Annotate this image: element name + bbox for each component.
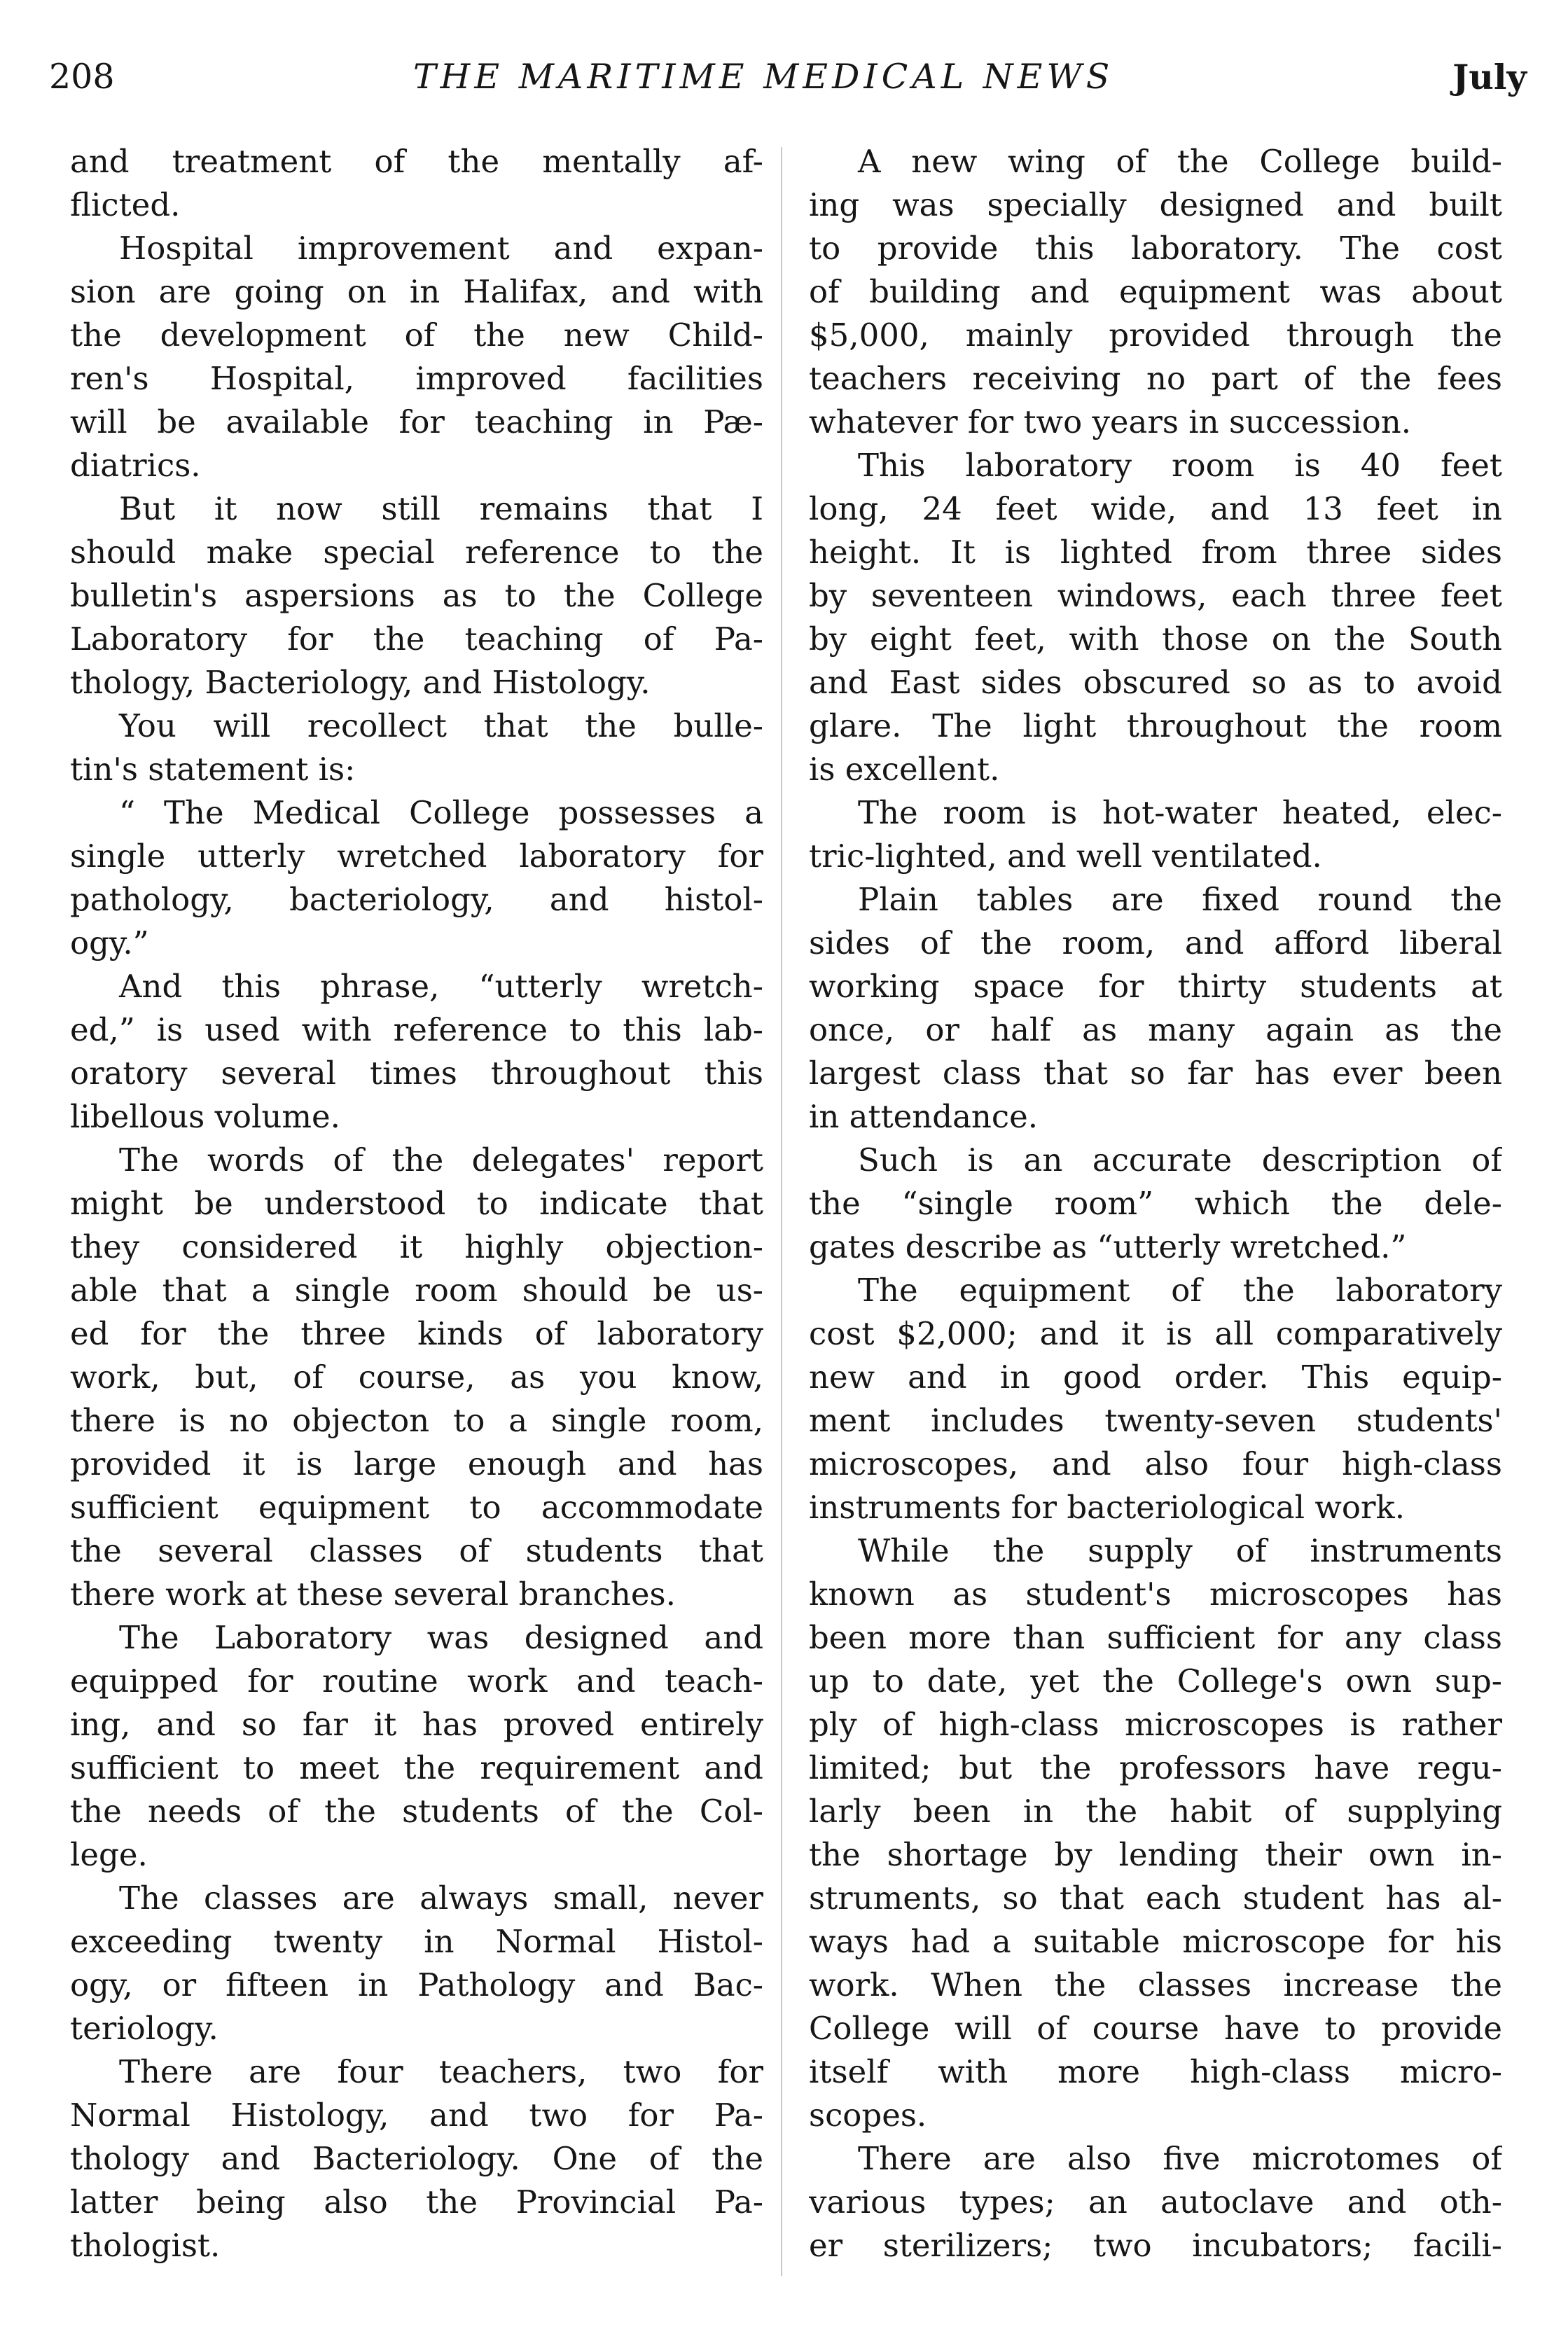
text-line: Laboratory for the teaching of Pa- (70, 620, 763, 658)
text-line: But it now still remains that I (119, 490, 763, 527)
text-line: working space for thirty students at (809, 968, 1502, 1005)
text-line: to provide this laboratory. The cost (809, 230, 1502, 267)
text-line: ing was specially designed and built (809, 186, 1502, 223)
text-line: bulletin's aspersions as to the College (70, 577, 763, 614)
text-line: whatever for two years in succession. (809, 403, 1412, 440)
text-line: there is no objecton to a single room, (70, 1402, 763, 1439)
text-line: the development of the new Child- (70, 317, 763, 354)
text-line: the shortage by lending their own in- (809, 1836, 1502, 1873)
text-line: A new wing of the College build- (858, 143, 1502, 180)
text-line: Normal Histology, and two for Pa- (70, 2097, 763, 2134)
text-line: scopes. (809, 2097, 927, 2134)
text-line: teriology. (70, 2010, 218, 2047)
text-line: The words of the delegates' report (119, 1141, 763, 1179)
text-line: The room is hot-water heated, elec- (858, 794, 1502, 831)
text-line: larly been in the habit of supplying (809, 1793, 1502, 1830)
text-line: libellous volume. (70, 1098, 340, 1135)
text-line: once, or half as many again as the (809, 1011, 1502, 1048)
text-line: thology, Bacteriology, and Histology. (70, 664, 651, 701)
text-line: Plain tables are fixed round the (858, 881, 1502, 918)
text-line: up to date, yet the College's own sup- (809, 1662, 1502, 1700)
text-line: College will of course have to provide (809, 2010, 1502, 2047)
text-line: ogy.” (70, 924, 149, 961)
text-line: ment includes twenty-seven students' (809, 1402, 1502, 1439)
text-line: “ The Medical College possesses a (119, 794, 763, 831)
text-line: gates describe as “utterly wretched.” (809, 1228, 1407, 1265)
text-line: ed for the three kinds of laboratory (70, 1315, 763, 1352)
page-number: 208 (49, 57, 115, 97)
text-line: oratory several times throughout this (70, 1055, 763, 1092)
text-line: thology and Bacteriology. One of the (70, 2140, 763, 2177)
text-line: microscopes, and also four high-class (809, 1445, 1502, 1482)
text-line: ing, and so far it has proved entirely (70, 1706, 763, 1743)
text-line: tin's statement is: (70, 751, 356, 788)
text-line: there work at these several branches. (70, 1576, 676, 1613)
text-line: exceeding twenty in Normal Histol- (70, 1923, 763, 1960)
text-line: tric-lighted, and well ventilated. (809, 838, 1322, 875)
text-line: sion are going on in Halifax, and with (70, 273, 763, 310)
text-line: sides of the room, and afford liberal (809, 924, 1502, 961)
text-line: by eight feet, with those on the South (809, 620, 1502, 658)
text-line: in attendance. (809, 1098, 1039, 1135)
text-line: There are four teachers, two for (119, 2053, 763, 2090)
text-line: work. When the classes increase the (809, 1966, 1502, 2003)
text-line: latter being also the Provincial Pa- (70, 2183, 763, 2221)
text-line: might be understood to indicate that (70, 1185, 763, 1222)
text-line: new and in good order. This equip- (809, 1359, 1502, 1396)
text-line: work, but, of course, as you know, (70, 1359, 763, 1396)
text-line: You will recollect that the bulle- (119, 707, 763, 744)
text-line: known as student's microscopes has (809, 1576, 1502, 1613)
text-line: limited; but the professors have regu- (809, 1749, 1502, 1786)
text-line: While the supply of instruments (858, 1532, 1502, 1569)
text-line: height. It is lighted from three sides (809, 534, 1502, 571)
text-line: and treatment of the mentally af- (70, 143, 763, 180)
text-line: teachers receiving no part of the fees (809, 360, 1502, 397)
text-line: instruments for bacteriological work. (809, 1489, 1406, 1526)
text-line: glare. The light throughout the room (809, 707, 1502, 744)
text-line: ed,” is used with reference to this lab- (70, 1011, 763, 1048)
text-line: flicted. (70, 186, 181, 223)
text-line: the several classes of students that (70, 1532, 763, 1569)
text-line: ply of high-class microscopes is rather (809, 1706, 1502, 1743)
right-column (809, 140, 1502, 2267)
text-line: cost $2,000; and it is all comparatively (809, 1315, 1502, 1352)
text-line: $5,000, mainly provided through the (809, 317, 1502, 354)
text-line: The equipment of the laboratory (858, 1272, 1502, 1309)
text-line: various types; an autoclave and oth- (809, 2183, 1502, 2221)
text-line: Hospital improvement and expan- (119, 230, 763, 267)
text-line: lege. (70, 1836, 148, 1873)
text-line: ways had a suitable microscope for his (809, 1923, 1502, 1960)
text-line: The classes are always small, never (119, 1880, 763, 1917)
text-line: pathology, bacteriology, and histol- (70, 881, 763, 918)
text-line: been more than sufficient for any class (809, 1619, 1502, 1656)
text-line: This laboratory room is 40 feet (858, 447, 1502, 484)
text-line: and East sides obscured so as to avoid (809, 664, 1502, 701)
text-line: sufficient equipment to accommodate (70, 1489, 763, 1526)
text-line: thologist. (70, 2227, 221, 2264)
text-line: And this phrase, “utterly wretch- (119, 968, 763, 1005)
text-line: single utterly wretched laboratory for (70, 838, 763, 875)
text-line: is excellent. (809, 751, 1000, 788)
text-line: er sterilizers; two incubators; facili- (809, 2227, 1502, 2264)
text-line: of building and equipment was about (809, 273, 1502, 310)
text-line: struments, so that each student has al- (809, 1880, 1502, 1917)
text-line: long, 24 feet wide, and 13 feet in (809, 490, 1502, 527)
text-line: by seventeen windows, each three feet (809, 577, 1502, 614)
text-line: able that a single room should be us- (70, 1272, 763, 1309)
text-line: the “single room” which the dele- (809, 1185, 1502, 1222)
text-line: There are also five microtomes of (858, 2140, 1502, 2177)
column-divider (781, 147, 782, 2276)
text-line: ogy, or fifteen in Pathology and Bac- (70, 1966, 763, 2003)
text-line: largest class that so far has ever been (809, 1055, 1502, 1092)
text-line: should make special reference to the (70, 534, 763, 571)
text-line: The Laboratory was designed and (119, 1619, 763, 1656)
text-line: itself with more high-class micro- (809, 2053, 1502, 2090)
text-line: ren's Hospital, improved facilities (70, 360, 763, 397)
journal-title: THE MARITIME MEDICAL NEWS (413, 57, 1114, 97)
text-line: sufficient to meet the requirement and (70, 1749, 763, 1786)
text-line: the needs of the students of the Col- (70, 1793, 763, 1830)
running-header (49, 56, 1527, 112)
issue-month: July (1452, 57, 1527, 97)
text-line: diatrics. (70, 447, 201, 484)
text-line: will be available for teaching in Pæ- (70, 403, 763, 440)
text-line: equipped for routine work and teach- (70, 1662, 763, 1700)
left-column (70, 140, 763, 2267)
text-line: Such is an accurate description of (858, 1141, 1502, 1179)
text-line: provided it is large enough and has (70, 1445, 763, 1482)
text-line: they considered it highly objection- (70, 1228, 763, 1265)
